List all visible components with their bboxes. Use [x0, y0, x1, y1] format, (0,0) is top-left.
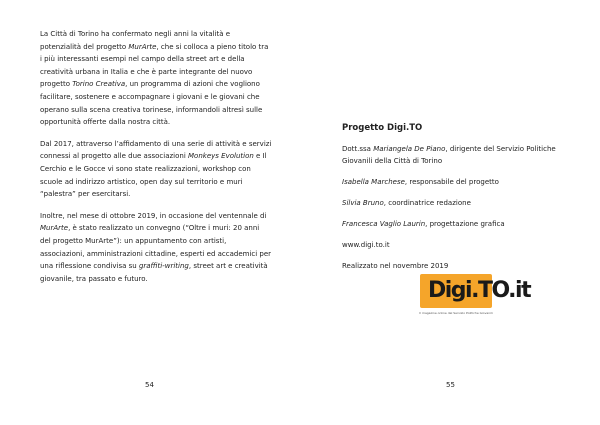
- body-paragraph: Inoltre, nel mese di ottobre 2019, in occasione del ventennale di MurArte, è stato realizzato un convegno (“Oltre i muri: 20 anni del progetto MurArte”): un appuntamento con artisti, associazioni, amministrazioni cittadine, esperti ed accademici per una riflessione condivisa su graffiti-writing, street art e creatività giovanile, tra passato e futuro.: [40, 211, 272, 283]
- page-number-left: 54: [145, 381, 154, 389]
- logo-caption: Il magazine online del Servizio Politiche Giovanili: [419, 311, 493, 315]
- credits-heading: Progetto Digi.TO: [342, 123, 423, 133]
- credit-line: Dott.ssa Mariangela De Piano, dirigente del Servizio Politiche Giovanili della Città di Torino: [342, 145, 556, 165]
- credits-list: [342, 143, 572, 230]
- page-number-right: 55: [446, 381, 455, 389]
- logo-text: Digi.TO.it: [428, 278, 531, 303]
- left-text-column: [40, 28, 272, 294]
- logo-mark: [420, 274, 531, 308]
- credit-line: Silvia Bruno, coordinatrice redazione: [342, 199, 471, 207]
- credit-line: Francesca Vaglio Laurin, progettazione grafica: [342, 220, 505, 228]
- credit-line: Isabella Marchese, responsabile del progetto: [342, 178, 499, 186]
- website-link[interactable]: www.digi.to.it: [342, 241, 390, 249]
- body-paragraph: La Città di Torino ha confermato negli anni la vitalità e potenzialità del progetto MurArte, che si colloca a pieno titolo tra i più interessanti esempi nel campo della street art e della creatività urbana in Italia e che è parte integrante del nuovo progetto Torino Creativa, un programma di azioni che vogliono facilitare, sostenere e accompagnare i giovani e le giovani che operano sulla scena creativa torinese, informandoli altresì sulle opportunità offerte dalla nostra città.: [40, 30, 269, 127]
- realized-date: Realizzato nel novembre 2019: [342, 262, 449, 270]
- digito-logo: [410, 270, 531, 322]
- credits-column: [342, 122, 572, 281]
- body-paragraph: Dal 2017, attraverso l’affidamento di una serie di attività e servizi connessi al progetto alle due associazioni Monkeys Evolution e Il Cerchio e le Gocce vi sono state realizzazioni, workshop con scuole ad indirizzo artistico, open day sul territorio e muri “palestra” per esercitarsi.: [40, 139, 272, 199]
- right-page: [300, 0, 600, 425]
